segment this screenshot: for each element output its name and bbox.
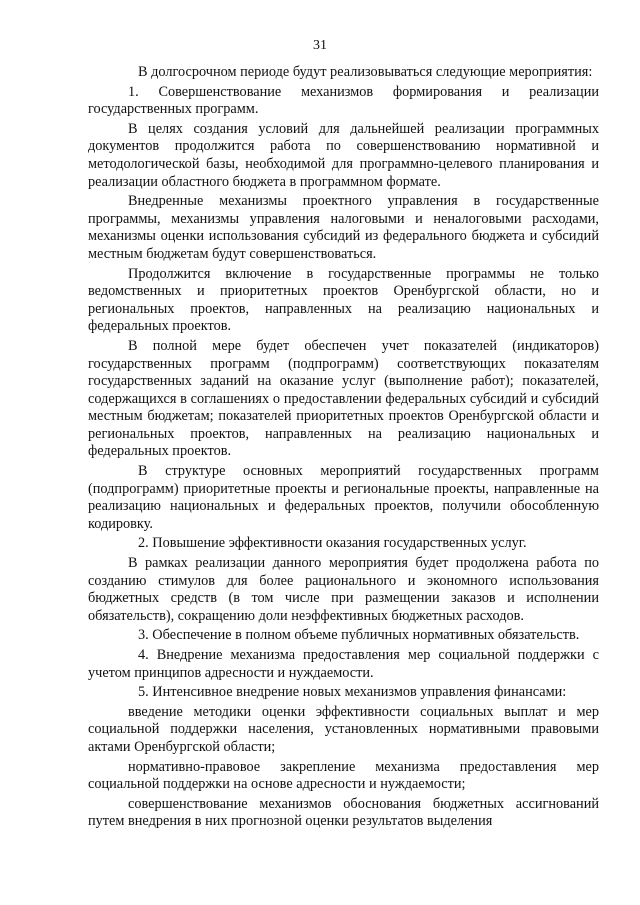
paragraph-projects: Продолжится включение в государственные программы не только ведомственных и приоритетных проектов Оренбургской области, но и региональных проектов, направленных на реализацию национальных и федеральных проектов. [88,265,599,335]
paragraph-budget-allocation: совершенствование механизмов обоснования бюджетных ассигнований путем внедрения в них прогнозной оценки результатов выделения [88,795,599,830]
paragraph-item-2: 2. Повышение эффективности оказания государственных услуг. [138,535,527,552]
document-body [88,64,599,833]
paragraph-efficiency: В рамках реализации данного мероприятия будет продолжена работа по созданию стимулов для более рационального и экономного использования бюджетных средств (в том числе при размещении заказов и исполнении обязательств), сокращению доли неэффективных бюджетных расходов. [88,555,599,624]
paragraph-item-1: 1. Совершенствование механизмов формирования и реализации государственных программ. [88,83,599,118]
paragraph-item-4: 4. Внедрение механизма предоставления мер социальной поддержки с учетом принципов адресности и нуждаемости. [88,647,599,681]
page-number: 31 [313,38,327,53]
paragraph-methodology: В целях создания условий для дальнейшей реализации программных документов продолжится работа по совершенствованию нормативной и методологической базы, необходимой для программно-целевого планирования и реализации областного бюджета в программном формате. [88,120,599,190]
paragraph-methodology-assessment: введение методики оценки эффективности социальных выплат и мер социальной поддержки населения, установленных нормативными правовыми актами Оренбургской области; [88,703,599,755]
paragraph-item-3: 3. Обеспечение в полном объеме публичных нормативных обязательств. [138,627,580,644]
paragraph-indicators: В полной мере будет обеспечен учет показателей (индикаторов) государственных программ (подпрограмм) соответствующих показателям государственных заданий на оказание услуг (выполнение работ); показателей, содержащихся в соглашениях о предоставлении федеральных субсидий и субсидий местным бюджетам; показателей приоритетных проектов Оренбургской области и региональных проектов, направленных на реализацию национальных и федеральных проектов. [88,337,599,460]
paragraph-intro: В долгосрочном периоде будут реализовываться следующие мероприятия: [138,64,593,80]
paragraph-legal-fixation: нормативно-правовое закрепление механизма предоставления мер социальной поддержки на основе адресности и нуждаемости; [88,758,599,793]
paragraph-item-5: 5. Интенсивное внедрение новых механизмов управления финансами: [138,684,567,701]
paragraph-mechanisms: Внедренные механизмы проектного управления в государственные программы, механизмы управления налоговыми и неналоговыми расходами, механизмы оценки использования субсидий из федерального бюджета и субсидий местным бюджетам будут совершенствоваться. [88,193,599,262]
paragraph-structure: В структуре основных мероприятий государственных программ (подпрограмм) приоритетные проекты и региональные проекты, направленные на реализацию национальных и федеральных проектов, получили обособленную кодировку. [88,463,599,532]
